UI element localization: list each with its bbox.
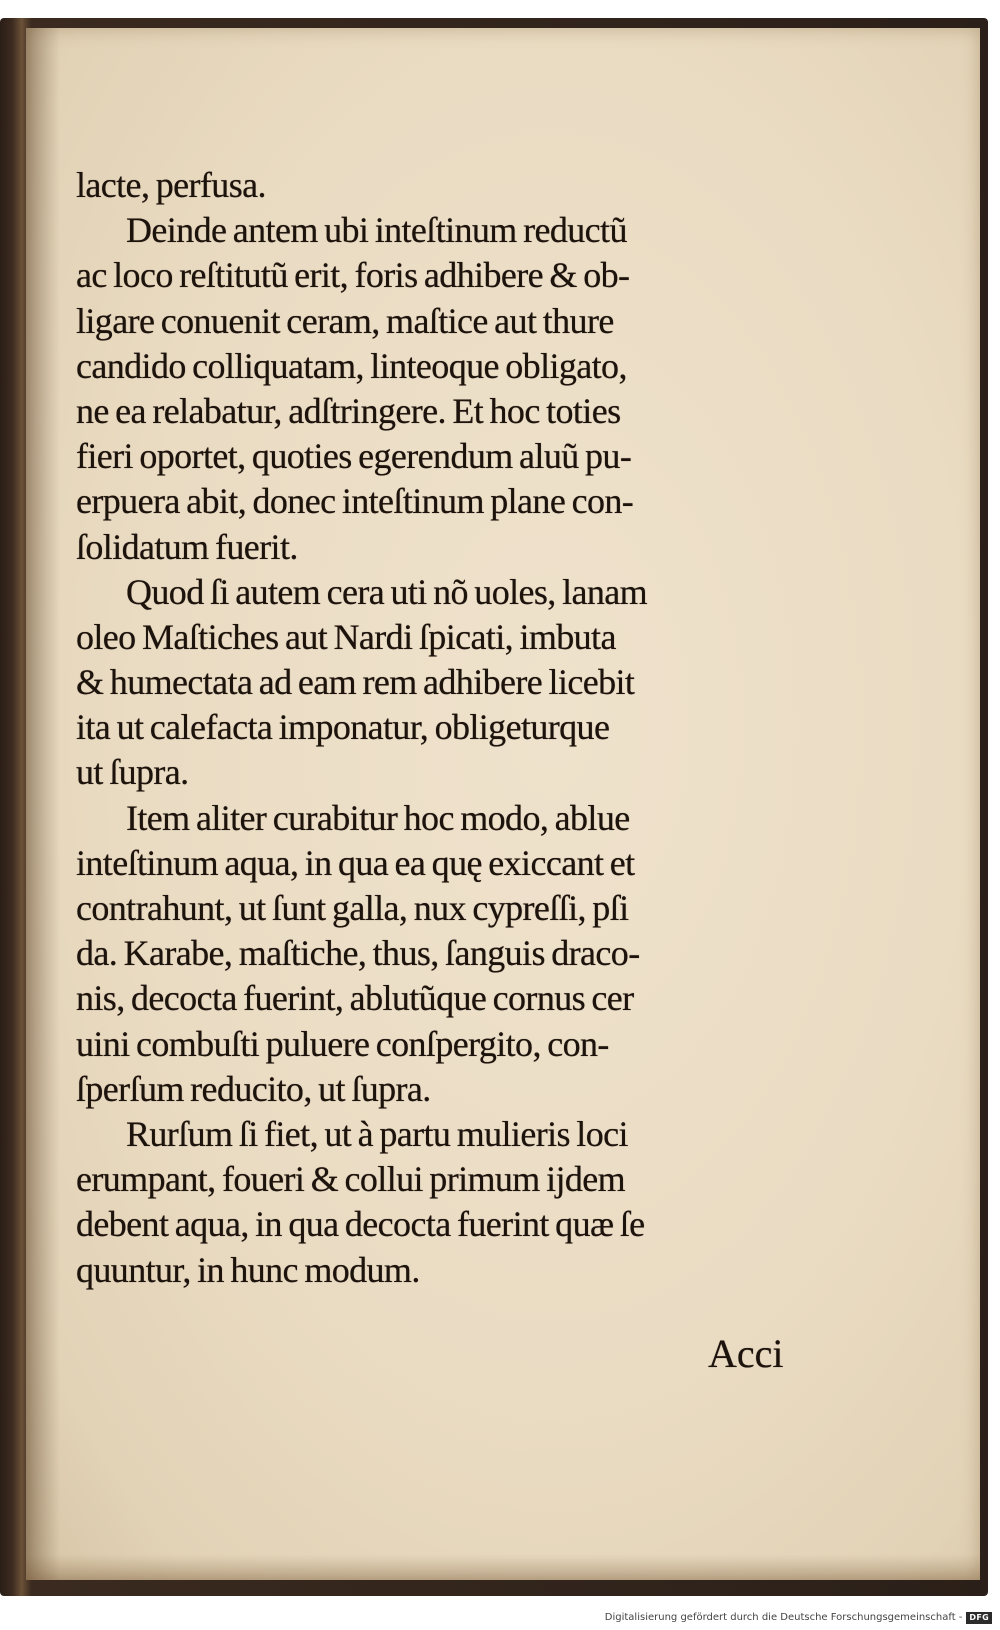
page-text-block (76, 163, 816, 1293)
digitization-footer (605, 1612, 992, 1624)
text-line: lacte, perfusa. (76, 165, 266, 205)
text-line: Deinde antem ubi inteſtinum reductũ (126, 210, 627, 251)
text-line: da. Karabe, maſtiche, thus, ſanguis draco- (76, 933, 640, 974)
text-line: erpuera abit, donec inteſtinum plane con- (76, 481, 634, 522)
gutter-shadow (26, 28, 60, 1580)
text-line: inteſtinum aqua, in qua ea quę exiccant et (76, 842, 635, 883)
text-line: Item aliter curabitur hoc modo, ablue (126, 797, 630, 838)
text-line: nis, decocta fuerint, ablutũque cornus cer (76, 978, 634, 1019)
text-line: quuntur, in hunc modum. (76, 1249, 420, 1290)
text-line: ut ſupra. (76, 752, 189, 793)
text-line: debent aqua, in qua decocta fuerint quæ ſe (76, 1204, 645, 1245)
text-line: Rurſum ſi fiet, ut à partu mulieris loci (126, 1113, 628, 1154)
text-line: ita ut calefacta imponatur, obligeturque (76, 707, 610, 748)
text-line: ſolidatum fuerit. (76, 526, 298, 567)
text-line: erumpant, foueri & collui primum ijdem (76, 1159, 626, 1200)
catchword: Acci (708, 1331, 784, 1376)
page-bottom-shadow (26, 1554, 980, 1580)
text-line: uini combuſti puluere conſpergito, con- (76, 1023, 609, 1064)
text-line: ne ea relabatur, adſtringere. Et hoc toties (76, 390, 621, 431)
footer-credit-text: Digitalisierung gefördert durch die Deutsche Forschungsgemeinschaft - (604, 1612, 963, 1623)
text-line: ligare conuenit ceram, maſtice aut thure (76, 300, 614, 341)
dfg-logo: DFG (966, 1612, 992, 1624)
text-line: ſperſum reducito, ut ſupra. (76, 1068, 431, 1109)
text-line: Quod ſi autem cera uti nõ uoles, lanam (126, 571, 648, 612)
text-line: ac loco reſtitutũ erit, foris adhibere & ob- (76, 255, 630, 296)
text-line: candido colliquatam, linteoque obligato, (76, 345, 627, 386)
book-page (26, 28, 980, 1580)
text-line: & humectata ad eam rem adhibere licebit (76, 662, 635, 703)
text-line: contrahunt, ut ſunt galla, nux cypreſſi, pſi (76, 888, 629, 928)
text-line: oleo Maſtiches aut Nardi ſpicati, imbuta (76, 616, 616, 657)
text-line: fieri oportet, quoties egerendum aluũ pu- (76, 436, 632, 477)
